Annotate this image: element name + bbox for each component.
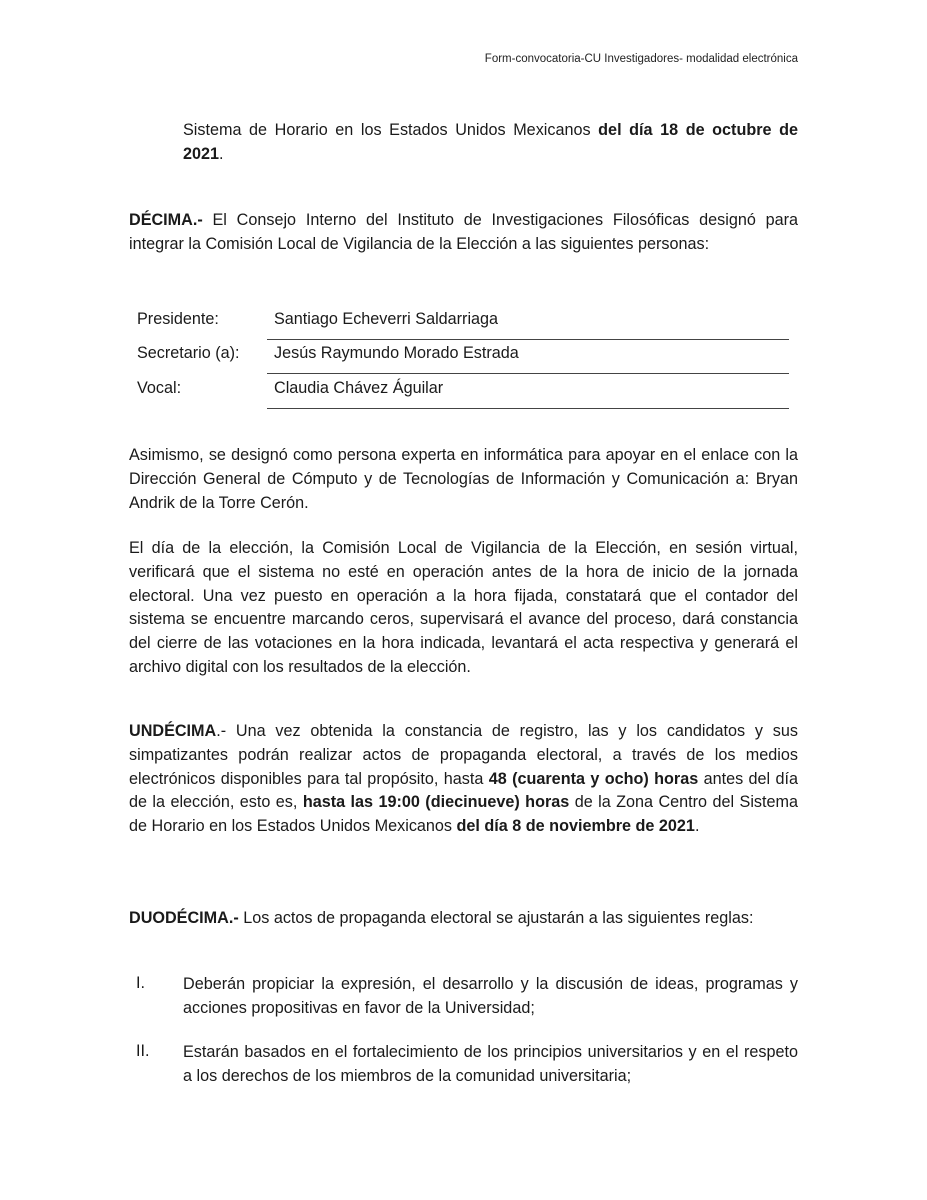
continued-text: Sistema de Horario en los Estados Unidos Mexicanos — [183, 121, 599, 139]
rule-numeral: II. — [136, 1042, 150, 1060]
commission-row-secretario — [137, 340, 789, 374]
rule-text: Deberán propiciar la expresión, el desarrollo y la discusión de ideas, programas y acciones propositivas en favor de la Universidad; — [183, 975, 798, 1017]
commission-name: Claudia Chávez Águilar — [274, 379, 444, 397]
rule-text: Estarán basados en el fortalecimiento de los principios universitarios y en el respeto a los derechos de los miembros de la comunidad universitaria; — [183, 1043, 798, 1085]
page-header: Form-convocatoria-CU Investigadores- modalidad electrónica — [484, 53, 798, 65]
decima-text: El Consejo Interno del Instituto de Investigaciones Filosóficas designó para integrar la Comisión Local de Vigilancia de la Elección a las siguientes personas: — [129, 211, 798, 253]
undecima-hours: 48 (cuarenta y ocho) horas — [488, 769, 699, 788]
commission-row-presidente — [137, 306, 789, 340]
commission-name: Jesús Raymundo Morado Estrada — [274, 344, 519, 362]
commission-name: Santiago Echeverri Saldarriaga — [274, 310, 499, 328]
commission-role: Vocal: — [137, 379, 182, 397]
undecima-clause — [129, 720, 798, 839]
duodecima-label: DUODÉCIMA.- — [129, 909, 239, 927]
undecima-text-2: antes del día de la elección, esto es, — [129, 769, 798, 812]
commission-role: Secretario (a): — [137, 344, 240, 362]
duodecima-clause — [129, 907, 798, 931]
decima-label: DÉCIMA.- — [129, 211, 203, 229]
undecima-label: UNDÉCIMA — [129, 722, 217, 740]
undecima-date: del día 8 de noviembre de 2021 — [456, 817, 695, 836]
continued-paragraph — [183, 119, 798, 167]
continued-period: . — [219, 144, 224, 163]
undecima-period: . — [694, 817, 700, 836]
row-divider — [267, 408, 789, 409]
commission-role: Presidente: — [137, 310, 219, 328]
undecima-text-1: .- Una vez obtenida la constancia de registro, las y los candidatos y sus simpatizantes podrán realizar actos de propaganda electoral, a través de los medios electrónicos disponibles para tal propósito, hasta — [129, 722, 798, 788]
undecima-text-3: de la Zona Centro del Sistema de Horario en los Estados Unidos Mexicanos — [129, 793, 798, 836]
commission-row-vocal — [137, 375, 789, 409]
decima-clause — [129, 209, 798, 257]
continued-date: del día 18 de octubre de 2021 — [183, 121, 799, 163]
duodecima-text: Los actos de propaganda electoral se ajustarán a las siguientes reglas: — [238, 909, 754, 927]
undecima-time: hasta las 19:00 (diecinueve) horas — [302, 793, 570, 812]
rule-numeral: I. — [136, 974, 145, 992]
eleccion-paragraph: El día de la elección, la Comisión Local de Vigilancia de la Elección, en sesión virtual, verificará que el sistema no esté en operación antes de la hora de inicio de la jornada electoral. Una vez puesto en operación a la hora fijada, constatará que el contador del sistema se encuentre marcando ceros, supervisará el avance del proceso, dará constancia del cierre de las votaciones en la hora indicada, levantará el acta respectiva y generará el archivo digital con los resultados de la elección. — [129, 539, 798, 676]
asimismo-paragraph: Asimismo, se designó como persona experta en informática para apoyar en el enlace con la Dirección General de Cómputo y de Tecnologías de Información y Comunicación a: Bryan Andrik de la Torre Cerón. — [129, 446, 798, 512]
row-divider — [267, 373, 789, 374]
